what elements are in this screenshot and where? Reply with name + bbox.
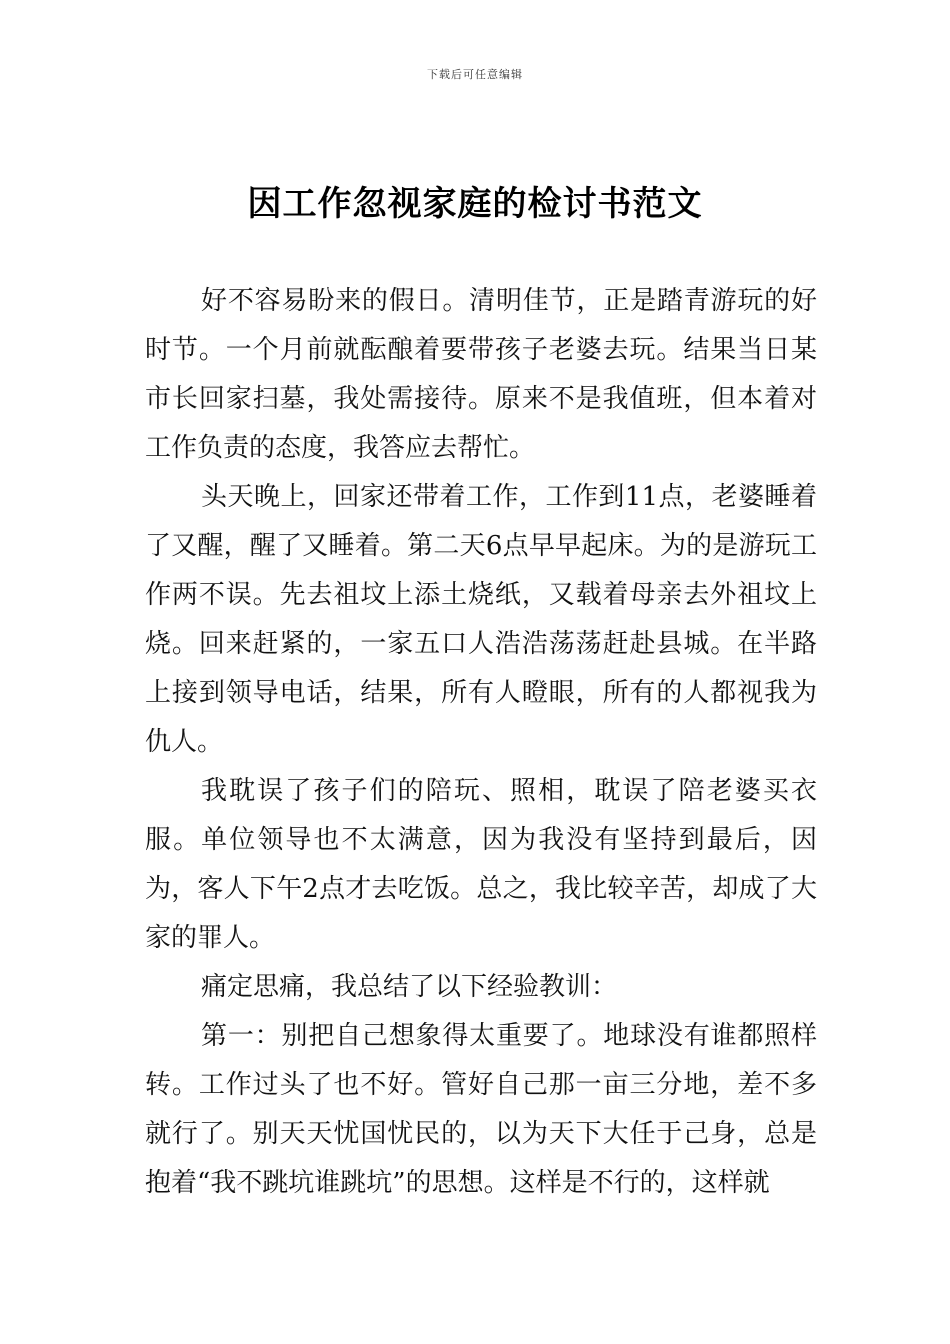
paragraph: 头天晚上，回家还带着工作，工作到11点，老婆睡着了又醒，醒了又睡着。第二天6点早早起床。为的是游玩工作两不误。先去祖坟上添土烧纸，又载着母亲去外祖坟上烧。回来赶紧的，一家五口人浩浩荡荡赶赴县城。在半路上接到领导电话，结果，所有人瞪眼，所有的人都视我为仇人。 <box>145 482 817 757</box>
document-body <box>145 277 817 1208</box>
paragraph: 我耽误了孩子们的陪玩、照相，耽误了陪老婆买衣服。单位领导也不太满意，因为我没有坚持到最后，因为，客人下午2点才去吃饭。总之，我比较辛苦，却成了大家的罪人。 <box>145 776 817 953</box>
header-note: 下载后可任意编辑 <box>427 68 523 81</box>
paragraph: 好不容易盼来的假日。清明佳节，正是踏青游玩的好时节。一个月前就酝酿着要带孩子老婆去玩。结果当日某市长回家扫墓，我处需接待。原来不是我值班，但本着对工作负责的态度，我答应去帮忙。 <box>145 286 817 463</box>
paragraph: 第一：别把自己想象得太重要了。地球没有谁都照样转。工作过头了也不好。管好自己那一亩三分地，差不多就行了。别天天忧国忧民的，以为天下大任于己身，总是抱着“我不跳坑谁跳坑”的思想。这样是不行的，这样就 <box>145 1021 817 1198</box>
paragraph: 痛定思痛，我总结了以下经验教训： <box>201 972 618 1002</box>
document-title: 因工作忽视家庭的检讨书范文 <box>247 184 703 224</box>
